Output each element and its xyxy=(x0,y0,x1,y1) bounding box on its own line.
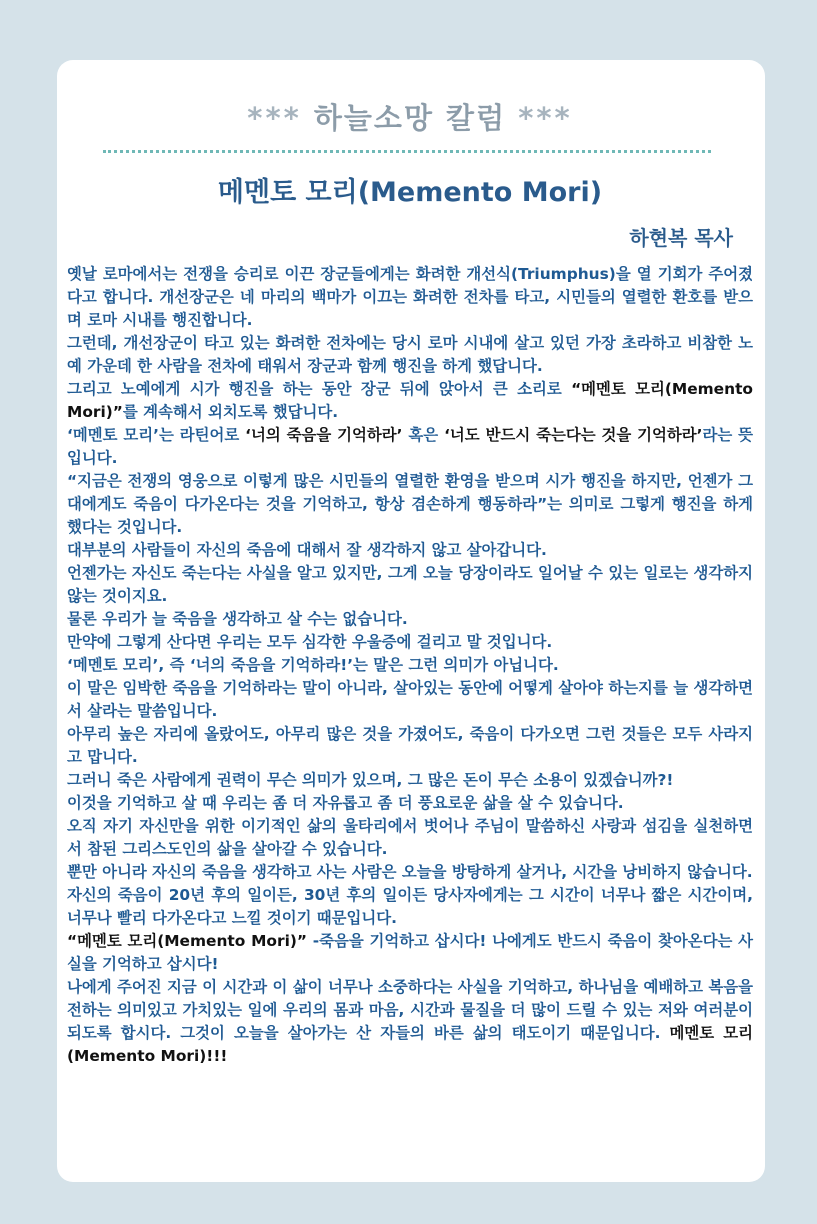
paragraph xyxy=(67,677,753,723)
paragraph-text: 언젠가는 자신도 죽는다는 사실을 알고 있지만, 그게 오늘 당장이라도 일어날 수 있는 일로는 생각하지 않는 것이지요. xyxy=(67,564,753,605)
paragraph xyxy=(67,654,753,677)
paragraph-text: 대부분의 사람들이 자신의 죽음에 대해서 잘 생각하지 않고 살아갑니다. xyxy=(67,541,547,559)
paragraph-text: 뿐만 아니라 자신의 죽음을 생각하고 사는 사람은 오늘을 방탕하게 살거나, 시간을 낭비하지 않습니다. xyxy=(67,863,753,881)
paragraph xyxy=(67,263,753,332)
paragraph-text: 만약에 그렇게 산다면 우리는 모두 심각한 우울증에 걸리고 말 것입니다. xyxy=(67,633,553,651)
highlighted-text: 메멘토 모리(Memento Mori)!!! xyxy=(67,1024,753,1065)
paragraph-text: 그리고 노예에게 시가 행진을 하는 동안 장군 뒤에 앉아서 큰 소리로 xyxy=(67,380,572,398)
paragraph-text: 나에게 주어진 지금 이 시간과 이 삶이 너무나 소중하다는 사실을 기억하고, 하나님을 예배하고 복음을 전하는 의미있고 가치있는 일에 우리의 몸과 마음, 시간과 물질을 더 많이 드릴 수 있는 저와 여러분이 되도록 합시다. 그것이 오늘을 살아가는 산 자들의 바른 삶의 태도이기 때문입니다. xyxy=(67,978,753,1042)
highlighted-text: ‘너의 죽음을 기억하라’ xyxy=(245,426,403,444)
paragraph-text: 물론 우리가 늘 죽음을 생각하고 살 수는 없습니다. xyxy=(67,610,408,628)
column-label: 하늘소망 칼럼 xyxy=(313,101,507,135)
paragraph xyxy=(67,608,753,631)
paragraph-text: -죽음을 기억하고 삽시다! 나에게도 반드시 죽음이 찾아온다는 사실을 기억하고 삽시다! xyxy=(67,932,753,973)
paragraph-text: 오직 자기 자신만을 위한 이기적인 삶의 울타리에서 벗어나 주님이 말씀하신 사랑과 섬김을 실천하면서 참된 그리스도인의 삶을 살아갈 수 있습니다. xyxy=(67,817,753,858)
paragraph-text: 이것을 기억하고 살 때 우리는 좀 더 자유롭고 좀 더 풍요로운 삶을 살 수 있습니다. xyxy=(67,794,624,812)
paragraph xyxy=(67,424,753,470)
author-name: 하현복 목사 xyxy=(629,226,733,250)
paragraph xyxy=(67,769,753,792)
paragraph xyxy=(67,930,753,976)
paragraph-text: 옛날 로마에서는 전쟁을 승리로 이끈 장군들에게는 화려한 개선식(Triumphus)을 열 기회가 주어졌다고 합니다. 개선장군은 네 마리의 백마가 이끄는 화려한 전차를 타고, 시민들의 열렬한 환호를 받으며 로마 시내를 행진합니다. xyxy=(67,265,753,329)
article-body xyxy=(67,263,753,1068)
highlighted-text: “메멘토 모리(Memento Mori)” xyxy=(67,932,308,950)
paragraph xyxy=(67,815,753,861)
paragraph xyxy=(67,884,753,930)
paragraph xyxy=(67,470,753,539)
paragraph-text: ‘메멘토 모리’는 라틴어로 xyxy=(67,426,246,444)
paragraph-text: 이 말은 임박한 죽음을 기억하라는 말이 아니라, 살아있는 동안에 어떻게 살아야 하는지를 늘 생각하면서 살라는 말씀입니다. xyxy=(67,679,753,720)
paragraph-text: “지금은 전쟁의 영웅으로 이렇게 많은 시민들의 열렬한 환영을 받으며 시가 행진을 하지만, 언젠가 그대에게도 죽음이 다가온다는 것을 기억하고, 항상 겸손하게 행동하라”는 의미로 그렇게 행진을 하게 했다는 것입니다. xyxy=(67,472,753,536)
stars-left: *** xyxy=(247,101,302,135)
article-title: 메멘토 모리(Memento Mori) xyxy=(217,177,603,208)
stars-right: *** xyxy=(518,101,573,135)
column-card xyxy=(57,60,765,1182)
dotted-divider xyxy=(103,150,711,153)
highlighted-text: ‘너도 반드시 죽는다는 것을 기억하라’ xyxy=(444,426,703,444)
paragraph xyxy=(67,792,753,815)
paragraph-text: 혹은 xyxy=(402,426,445,444)
paragraph-text: 그런데, 개선장군이 타고 있는 화려한 전차에는 당시 로마 시내에 살고 있던 가장 초라하고 비참한 노예 가운데 한 사람을 전차에 태워서 장군과 함께 행진을 하게 했답니다. xyxy=(67,334,753,375)
paragraph-text: 를 계속해서 외치도록 했답니다. xyxy=(122,403,339,421)
paragraph xyxy=(67,631,753,654)
paragraph-text: 자신의 죽음이 20년 후의 일이든, 30년 후의 일이든 당사자에게는 그 시간이 너무나 짧은 시간이며, 너무나 빨리 다가온다고 느낄 것이기 때문입니다. xyxy=(67,886,753,927)
paragraph-text: 아무리 높은 자리에 올랐어도, 아무리 많은 것을 가졌어도, 죽음이 다가오면 그런 것들은 모두 사라지고 맙니다. xyxy=(67,725,753,766)
paragraph xyxy=(67,378,753,424)
column-header xyxy=(67,98,753,138)
paragraph-text: ‘메멘토 모리’, 즉 ‘너의 죽음을 기억하라!’는 말은 그런 의미가 아닙니다. xyxy=(67,656,559,674)
paragraph xyxy=(67,332,753,378)
paragraph-text: 그러니 죽은 사람에게 권력이 무슨 의미가 있으며, 그 많은 돈이 무슨 소용이 있겠습니까?! xyxy=(67,771,674,789)
paragraph-text: 라는 뜻입니다. xyxy=(67,426,754,467)
paragraph xyxy=(67,539,753,562)
paragraph xyxy=(67,861,753,884)
paragraph xyxy=(67,562,753,608)
paragraph xyxy=(67,723,753,769)
highlighted-text: “메멘토 모리(Memento Mori)” xyxy=(67,380,753,421)
paragraph xyxy=(67,976,753,1068)
